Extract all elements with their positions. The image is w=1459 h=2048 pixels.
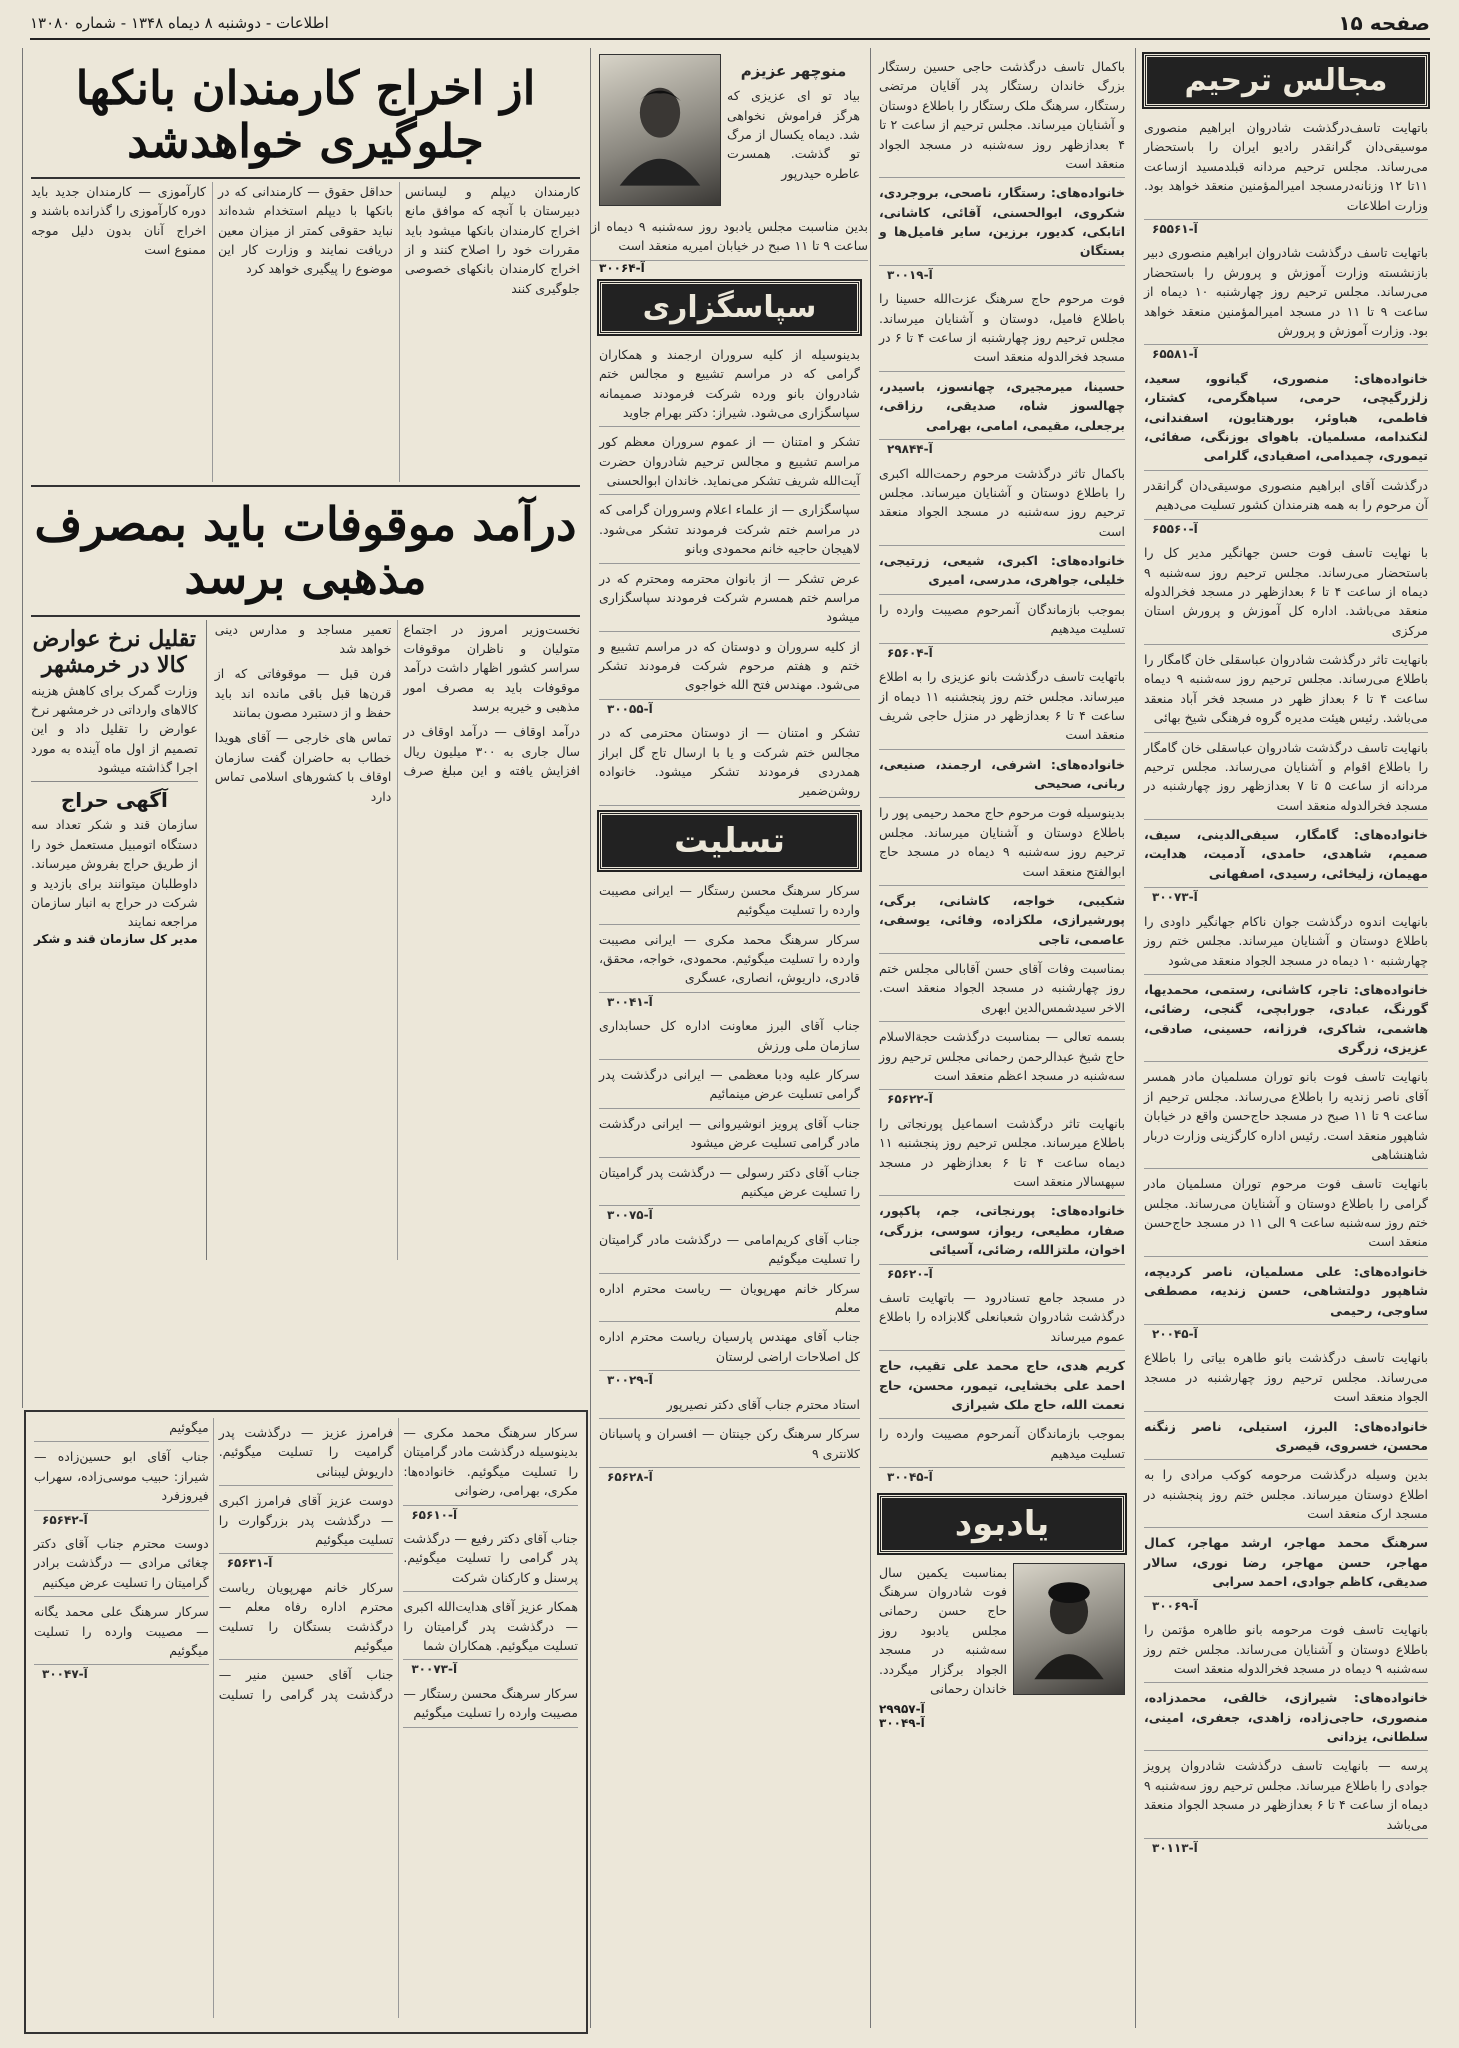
obituary-notice: بسمه تعالی — بمناسبت درگذشت حجة‌الاسلام حاج شیخ عبدالرحمن رحمانی مجلس ترحیم روز سه‌شنبه در مسجد اعظم منعقد است [879, 1022, 1125, 1090]
notice-code: آ-۳۰۰۷۳ [411, 1662, 458, 1677]
portrait-icon [1025, 1577, 1113, 1681]
notice-code: آ-۳۰۰۷۵ [607, 1208, 653, 1223]
masthead [30, 8, 1430, 40]
obituary-notice: بانهایت تاثر درگذشت اسماعیل پورنجاتی را باطلاع میرساند. مجلس ترحیم روز پنجشنبه ۱۱ دیماه ساعت ۴ تا ۶ بعدازظهر در مسجد سپهسالار منعقد است [879, 1109, 1125, 1197]
notice-code: آ-۳۰۰۲۹ [607, 1373, 653, 1388]
notice-code: آ-۳۰۰۶۹ [1152, 1598, 1198, 1613]
notice-code: آ-۲۰۰۴۵ [1152, 1326, 1198, 1341]
obituary-notice: بانهایت تاسف فوت مرحوم توران مسلمیان مادر گرامی را باطلاع دوستان و آشنایان می‌رساند. مجلس ختم روز سه‌شنبه ساعت ۹ الی ۱۱ در مسجد حاج‌حسن منعقد است [1144, 1169, 1428, 1257]
obituary-notice: خانواده‌های: علی مسلمیان، ناصر کردیچه، شاهپور دولتشاهی، حسن زندیه، مصطفی ساوجی، رحیمی [1144, 1257, 1428, 1325]
thanks-notice: از کلیه سروران و دوستان که در مراسم تشییع و ختم و هفتم مرحوم شرکت فرمودند تشکر می‌شود. مهندس فتح الله خواجوی [599, 632, 860, 700]
obituary-notice: خانواده‌های: رستگار، ناصحی، بروجردی، شکروی، ابوالحسنی، آقائی، کاشانی، اتابکی، کدیور، برزین، سایر فامیل‌ها و بستگان [879, 178, 1125, 266]
article-paragraph: درآمد اوقاف — درآمد اوقاف در سال جاری به ۳۰۰ میلیون ریال افزایش یافته و این مبلغ صرف تعمیر مساجد و مدارس دینی خواهد شد [214, 621, 580, 779]
notice-code: آ-۶۵۶۲۸ [607, 1469, 653, 1484]
column-thanks [590, 48, 868, 2028]
obituary-notice: خانواده‌های: گامگار، سیفی‌الدینی، سیف، صمیم، شاهدی، حامدی، آدمیت، هدایت، مهیمان، زلیخائی، رسیدی، اصفهانی [1144, 820, 1428, 888]
obituary-notice: با نهایت تاسف فوت حسن جهانگیر مدیر کل را باستحضار می‌رساند. مجلس ترحیم روز سه‌شنبه ۹ دیماه از ساعت ۴ تا ۶ بعدازظهر در مسجد فخرالدوله منعقد می‌باشد. اداره کل آموزش و پرورش استان مرکزی [1144, 538, 1428, 645]
obituary-notice: بموجب بازماندگان آنمرحوم مصیبت وارده را تسلیت میدهیم [879, 595, 1125, 644]
article-paragraph: حداقل حقوق — کارمندانی که در بانکها با دیپلم استخدام شده‌اند نباید حقوقی کمتر از میزان معین دریافت نمایند و وزارت کار این موضوع را پیگیری خواهد کرد [218, 183, 393, 277]
notice-code: آ-۳۰۰۴۵ [887, 1470, 933, 1485]
obituary-notice: فوت مرحوم حاج سرهنگ عزت‌الله حسینا را باطلاع فامیل، دوستان و آشنایان میرساند. مجلس ترحیم روز چهارشنبه از ساعت ۴ تا ۶ در مسجد فخرالدوله منعقد است [879, 284, 1125, 372]
memorial-notice: بدین مناسبت مجلس یادبود روز سه‌شنبه ۹ دیماه از ساعت ۹ تا ۱۱ صبح در خیابان امیریه منعقد است [591, 212, 868, 261]
obituary-notice: باتهایت تاسف‌درگذشت شادروان ابراهیم منصوری موسیقی‌دان گرانقدر رادیو ایران را باستحضار می‌رساند. مجلس ترحیم مردانه قبلدمسید ازساعت ۱۱تا ۱۲ وزنانه‌درمسجد امیرالمؤمنین منعقد خواهد بود. وزارت اطلاعات [1144, 113, 1428, 220]
condolence-box [24, 1410, 588, 2034]
condolence-notice: دوست محترم جناب آقای دکتر چغائی مرادی — درگذشت برادر گرامیتان را تسلیت عرض میکنیم [34, 1529, 209, 1597]
article-paragraph: تماس های خارجی — آقای هویدا خطاب به حاضران گفت سازمان اوقاف با کشورهای اسلامی تماس دارد [214, 730, 392, 804]
obituary-notice: خانواده‌های: منصوری، گیانوو، سعید، زلزرگیچی، حرمی، سپاهگرمی، کشتار، فاطمی، هباوئر، بورهتایون، اسفندانی، لنکندامه، مسلمیان. باهوای بوزنگی، صفائی، تیموری، چمیدامی، اصفیادی، گلرامی [1144, 364, 1428, 471]
auction-ad-signature: مدیر کل سازمان قند و شکر [33, 931, 198, 946]
notice-code: آ-۶۵۶۱۰ [411, 1507, 458, 1522]
obituary-notice: بانهایت تاسف درگذشت شادروان عباسقلی خان گامگار را باطلاع اقوام و آشنایان می‌رساند. مجلس ترحیم مردانه از ساعت ۵ تا ۷ بعدازظهر روز چهارشنبه در مسجد فخرالدوله منعقد است [1144, 733, 1428, 821]
notice-code: آ-۳۰۱۱۳ [1152, 1840, 1198, 1855]
obituary-notice: سرهنگ محمد مهاجر، ارشد مهاجر، کمال مهاجر، حسن مهاجر، رضا نوری، سالار صدیقی، کاظم جوادی، احمد سرابی [1144, 1528, 1428, 1596]
condolence-notice: سرکار خانم مهرپویان — ریاست محترم اداره معلم [599, 1274, 860, 1323]
headline-endowments: درآمد موقوفات باید بمصرف مذهبی برسد [34, 496, 577, 604]
obituary-notice: پرسه — بانهایت تاسف درگذشت شادروان پرویز جوادی را باطلاع میرساند. مجلس ترحیم روز سه‌شنبه ۹ دیماه از ساعت ۴ تا ۶ بعدازظهر در مسجد الجواد منعقد می‌باشد [1144, 1751, 1428, 1839]
condolence-banner: تسلیت [599, 812, 860, 870]
obituary-notice: حسینا، میرمجیری، چهانسوز، باسیدر، چهالسوز شاه، صدیقی، رزاقی، برجعلی، مقیمی، امامی، بهرامی [879, 372, 1125, 440]
notice-code: آ-۶۵۶۰۴ [887, 645, 933, 660]
issue-info: اطلاعات - دوشنبه ۸ دیماه ۱۳۴۸ - شماره ۱۳۰۸۰ [30, 14, 329, 32]
obituary-notice: خانواده‌های: البرز، استیلی، ناصر زنگنه محسن، خسروی، قیصری [1144, 1412, 1428, 1461]
column-news [22, 48, 588, 1408]
memorial-text: بمناسبت یکمین سال فوت شادروان سرهنگ حاج حسن رحمانی مجلس یادبود روز سه‌شنبه در مسجد الجواد برگزار میگردد. خاندان رحمانی [879, 1564, 1007, 1696]
condolence-notice: استاد محترم جناب آقای دکتر نصیرپور [599, 1390, 860, 1419]
article-paragraph: نخست‌وزیر امروز در اجتماع متولیان و ناظران موقوفات سراسر کشور اظهار داشت درآمد موقوفات باید به مصرف امور مذهبی و خیریه برسد [403, 621, 580, 715]
condolence-notice: جناب آقای حسین منیر — درگذشت پدر گرامی را تسلیت میگوئیم [34, 1418, 393, 1728]
condolence-notice: جناب آقای دکتر رسولی — درگذشت پدر گرامیتان را تسلیت عرض میکنیم [599, 1158, 860, 1207]
obituary-notice: بانهایت اندوه درگذشت جوان ناکام جهانگیر داودی را باطلاع دوستان و آشنایان میرساند. مجلس ختم روز چهارشنبه ۱۰ دیماه در مسجد الجواد منعقد می‌شود [1144, 907, 1428, 975]
portrait-caption: منوچهر عزیزم [740, 62, 847, 80]
condolence-notice: سرکار سرهنگ محمد مکری — ایرانی مصیبت وارده را تسلیت میگوئیم. محمودی، خواجه، محقق، قادری، داریوش، انصاری، عسگری [599, 925, 860, 993]
thanks-notice: عرض تشکر — از بانوان محترمه ومحترم که در مراسم ختم همسرم شرکت فرمودند سپاسگزاری میشود [599, 564, 860, 632]
column-obituaries [1135, 48, 1436, 2028]
notice-code: آ-۶۵۶۲۲ [887, 1092, 933, 1107]
obituary-notice: خانواده‌های: اکبری، شیعی، زرتیجی، خلیلی، جواهری، مدرسی، امیری [879, 546, 1125, 595]
obituary-notice: باتهایت تاسف درگذشت بانو عزیزی را به اطلاع میرساند. مجلس ختم روز پنجشنبه ۱۱ دیماه از ساعت ۴ تا ۶ بعدازظهر در منزل حاجی شریف منعقد است [879, 662, 1125, 750]
notice-code: آ-۳۰۰۴۷ [42, 1667, 88, 1682]
condolence-notice: جناب آقای پرویز انوشیروانی — ایرانی درگذشت مادر گرامی تسلیت عرض میشود [599, 1109, 860, 1158]
article-paragraph: کارمندان دیپلم و لیسانس دبیرستان با آنچه که موافق مانع اخراج کارمندان بانکها میشود باید مقررات خود را اصلاح کنند و از اخراج کارمندان بانکهای خصوصی جلوگیری کنند [405, 183, 580, 296]
obituary-notice: درگذشت آقای ابراهیم منصوری موسیقی‌دان گرانقدر آن مرحوم را به همه هنرمندان کشور تسلیت می‌دهیم [1144, 471, 1428, 520]
notice-code: آ-۲۹۸۴۴ [887, 441, 933, 456]
article-paragraph: کارآموزی — کارمندان جدید باید دوره کارآموزی را گذرانده باشند و اخراج آنان بدون دلیل موجه ممنوع است [31, 183, 206, 257]
headline-customs: تقلیل نرخ عوارض کالا در خرمشهر [32, 625, 197, 678]
condolence-notice: سرکار سرهنگ محمد مکری — بدینوسیله درگذشت مادر گرامیتان را تسلیت میگوئیم. خانواده‌ها: مکری، بهرامی، رضوانی [403, 1418, 578, 1506]
thanks-notice: بدینوسیله از کلیه سروران ارجمند و همکاران گرامی که در مراسم تشییع و مجالس ختم شادروان بانو ورده شرکت فرمودند صمیمانه سپاسگزاری می‌شود. شیراز: دکتر بهرام جاوید [599, 340, 860, 428]
obituary-notice: خانواده‌های: تاجر، کاشانی، رستمی، محمدیها، گورنگ، عبادی، جورابچی، گنجی، رضائی، هاشمی، شاکری، فرزانه، حسینی، صادقی، عزیزی، زرگری [1144, 975, 1428, 1063]
obituary-notice: بانهایت تاسف فوت مرحومه بانو طاهره مؤتمن را باطلاع دوستان و آشنایان می‌رساند. مجلس ختم روز سه‌شنبه ۹ دیماه در مسجد فخرالدوله منعقد است [1144, 1615, 1428, 1683]
obituary-notice: کریم هدی، حاج محمد علی تقیب، حاج احمد علی بخشایی، تیمور، محسن، حاج نعمت الله، حاج ملک شیرازی [879, 1351, 1125, 1419]
notice-code: آ-۶۵۶۴۲ [42, 1512, 88, 1527]
thanks-notice: سپاسگزاری — از علماء اعلام وسروران گرامی که در مراسم ختم شرکت فرمودند تشکر می‌شود. لاهیجان حاجیه خانم محمودی وبانو [599, 495, 860, 563]
obituary-notice: باتهایت تاسف‌ درگذشت شادروان ابراهیم منصوری دبیر بازنشسته وزارت آموزش و پرورش را باستحضار می‌رساند. مجلس ترحیم روز چهارشنبه ۱۰ دیماه از ساعت ۹ تا ۱۱ در مسجد امیرالمؤمنین منعقد خواهد بود. وزارت آموزش و پرورش [1144, 238, 1428, 345]
obituary-notice: بمناسبت وفات آقای حسن آقابالی مجلس ختم روز چهارشنبه در مسجد الجواد منعقد است. الاخر سیدشمس‌الدین ابهری [879, 954, 1125, 1022]
notice-code: آ-۳۰۰۶۴ [599, 260, 645, 275]
obituary-notice: بموجب بازماندگان آنمرحوم مصیبت وارده را تسلیت میدهیم [879, 1419, 1125, 1468]
obituaries-banner: مجالس ترحیم [1144, 54, 1428, 107]
obituary-notice: بدین وسیله درگذشت مرحومه کوکب مرادی را به اطلاع دوستان میرساند. مجلس ختم روز پنجشنبه در مسجد ارک منعقد است [1144, 1460, 1428, 1528]
thanks-notice: تشکر و امتنان — از عموم سروران معظم کور مراسم تشییع و مجالس ترحیم شادروان حضرت آیت‌الله شریف تشکر می‌نماید. خاندان ابوالحسنی [599, 427, 860, 495]
condolence-notice: جناب آقای مهندس پارسیان ریاست محترم اداره کل اصلاحات اراضی لرستان [599, 1322, 860, 1371]
obituary-notice: باکمال تاثر درگذشت مرحوم رحمت‌الله اکبری را باطلاع دوستان و آشنایان میرساند. مجلس ترحیم روز سه‌شنبه در مسجد الجواد منعقد است [879, 459, 1125, 547]
column-notices [870, 48, 1133, 2028]
notice-code: آ-۲۹۹۵۷ [879, 1702, 925, 1717]
obituary-notice: در مسجد جامع تسنادرود — باتهایت تاسف درگذشت شادروان شعبانعلی گلابزاده را باطلاع عموم میرساند [879, 1283, 1125, 1351]
memorial-photo [1013, 1563, 1125, 1695]
condolence-notice: سرکار سرهنگ علی محمد یگانه — مصیبت وارده را تسلیت میگوئیم [34, 1597, 209, 1665]
obituary-notice: بانهایت تاسف فوت بانو توران مسلمیان مادر همسر آقای ناصر زندیه را باطلاع می‌رساند. مجلس ترحیم از ساعت ۹ تا ۱۱ صبح در مسجد حاج‌حسن واقع در خیابان شاهپور منعقد است. رئیس اداره کارگزینی وزارت دربار شاهنشاهی [1144, 1062, 1428, 1169]
memorial-notice: بیاد تو ای عزیزی که هرگز فراموش نخواهی شد. دیماه یکسال از مرگ تو گذشت. همسرت عاطره حیدرپور [727, 88, 860, 181]
auction-ad-title: آگهی حراج [60, 788, 168, 813]
obituary-notice: بانهایت تاسف درگذشت بانو طاهره بیاتی را باطلاع می‌رساند. مجلس ترحیم روز چهارشنبه در مسجد الجواد منعقد است [1144, 1343, 1428, 1411]
notice-code: آ-۶۵۵۸۱ [1152, 347, 1198, 362]
thanks-banner: سپاسگزاری [599, 281, 860, 334]
obituary-notice: خانواده‌های: شیرازی، خالقی، محمدزاده، منصوری، حاجی‌زاده، زاهدی، جعفری، امینی، سلطانی، یزدانی [1144, 1683, 1428, 1751]
notice-code: آ-۳۰۰۴۱ [607, 994, 653, 1009]
auction-ad-body: سازمان قند و شکر تعداد سه دستگاه اتومبیل مستعمل خود را از طریق حراج بفروش میرساند. داوطلبان میتوانند برای بازدید و شرکت در حراج به انبار سازمان مراجعه نمایند [31, 817, 198, 930]
condolence-notice: سرکار سرهنگ محسن رستگار — ایرانی مصیبت وارده را تسلیت میگوئیم [599, 876, 860, 925]
notice-code: آ-۳۰۰۵۵ [607, 701, 653, 716]
article-paragraph: وزارت گمرک برای کاهش هزینه کالاهای وارداتی در خرمشهر نرخ عوارض را تقلیل داد و این تصمیم از اول ماه آینده به مورد اجرا گذاشته میشود [31, 682, 198, 776]
condolence-notice: همکار عزیز آقای هدایت‌الله اکبری — درگذشت پدر گرامیتان را تسلیت میگوئیم. همکاران شما [403, 1592, 578, 1660]
obituary-notice: بدینوسیله فوت مرحوم حاج محمد رحیمی پور را باطلاع دوستان و آشنایان میرساند. مجلس ترحیم روز سه‌شنبه ۹ دیماه در مسجد حاج ابوالفتح منعقد است [879, 798, 1125, 886]
condolence-notice: دوست عزیز آقای فرامرز اکبری — درگذشت پدر بزرگوارت را تسلیت میگوئیم [219, 1486, 394, 1554]
condolence-notice: جناب آقای ابو حسین‌زاده — شیراز: حبیب موسی‌زاده، سهراب فیروزفرد [34, 1442, 209, 1510]
obituary-notice: خانواده‌های: پورنجاتی، جم، پاکپور، صفار، مطیعی، ریواز، سوسی، بزرگی، اخوان، ملتزالله، رضائی، آسیائی [879, 1196, 1125, 1264]
obituary-notice: بانهایت تاثر درگذشت شادروان عباسقلی خان گامگار را باطلاع می‌رساند. مجلس ترحیم روز سه‌شنبه ۹ دیماه ساعت ۴ تا ۶ بعداز ظهر در مسجد فخر آباد منعقد می‌باشد. رئیس هیئت مدیره گروه فرهنگی شیخ بهائی [1144, 645, 1428, 733]
notice-code: آ-۶۵۵۶۱ [1152, 221, 1198, 236]
portrait-photo [599, 54, 721, 206]
condolence-notice: سرکار سرهنگ رکن جینتان — افسران و پاسبانان کلانتری ۹ [599, 1419, 860, 1468]
condolence-notice: سرکار خانم مهرپویان ریاست محترم اداره رفاه معلم — درگذشت بستگان را تسلیت میگوئیم [219, 1573, 394, 1661]
notice-code: آ-۳۰۰۱۹ [887, 267, 933, 282]
condolence-notice: سرکار سرهنگ محسن رستگار — مصیبت وارده را تسلیت میگوئیم [403, 1679, 578, 1728]
portrait-icon [612, 70, 708, 190]
article-paragraph: فرن قبل — موقوفاتی که از قرن‌ها قبل باقی مانده اند باید حفظ و از دستبرد مصون بمانند [214, 666, 392, 721]
notice-code: آ-۶۵۵۶۰ [1152, 521, 1198, 536]
memorial-banner: یادبود [879, 1495, 1125, 1553]
notice-code: آ-۳۰۰۷۳ [1152, 890, 1198, 905]
notice-code: آ-۶۵۶۲۰ [887, 1266, 933, 1281]
notice-code: آ-۶۵۶۳۱ [226, 1556, 273, 1571]
condolence-notice: سرکار علیه ودبا معظمی — ایرانی درگذشت پدر گرامی تسلیت عرض مینمائیم [599, 1060, 860, 1109]
page-number: صفحه ۱۵ [1338, 11, 1430, 35]
obituary-notice: باکمال تاسف درگذشت حاجی حسین رستگار بزرگ خاندان رستگار پدر آقایان مرتضی رستگار، سرهنگ ملک رستگار را باطلاع دوستان و آشنایان میرساند. مجلس ترحیم از ساعت ۲ تا ۴ بعدازظهر روز سه‌شنبه در مسجد الجواد منعقد است [879, 52, 1125, 178]
condolence-notice: جناب آقای البرز معاونت اداره کل حسابداری سازمان ملی ورزش [599, 1011, 860, 1060]
notice-code: آ-۳۰۰۴۹ [879, 1716, 925, 1731]
thanks-notice: تشکر و امتنان — از دوستان محترمی که در مجالس ختم شرکت و یا با ارسال تاج گل ابراز همدردی فرمودند تشکر میشود. خانواده روشن‌ضمیر [599, 718, 860, 806]
obituary-notice: شکیبی، خواجه، کاشانی، برگی، پورشیرازی، ملکزاده، وفائی، یوسفی، عاصمی، تاجی [879, 886, 1125, 954]
condolence-notice: جناب آقای کریم‌امامی — درگذشت مادر گرامیتان را تسلیت میگوئیم [599, 1225, 860, 1274]
condolence-notice: جناب آقای دکتر رفیع — درگذشت پدر گرامی را تسلیت میگوئیم. پرسنل و کارکنان شرکت [403, 1524, 578, 1592]
obituary-notice: خانواده‌های: اشرفی، ارجمند، صنیعی، ربانی، صحیحی [879, 750, 1125, 799]
headline-bank-employees: از اخراج کارمندان بانکها جلوگیری خواهدشد [75, 61, 536, 168]
condolence-notice: فرامرز عزیز — درگذشت پدر گرامیت را تسلیت میگوئیم. داریوش لیبنانی [219, 1418, 394, 1486]
